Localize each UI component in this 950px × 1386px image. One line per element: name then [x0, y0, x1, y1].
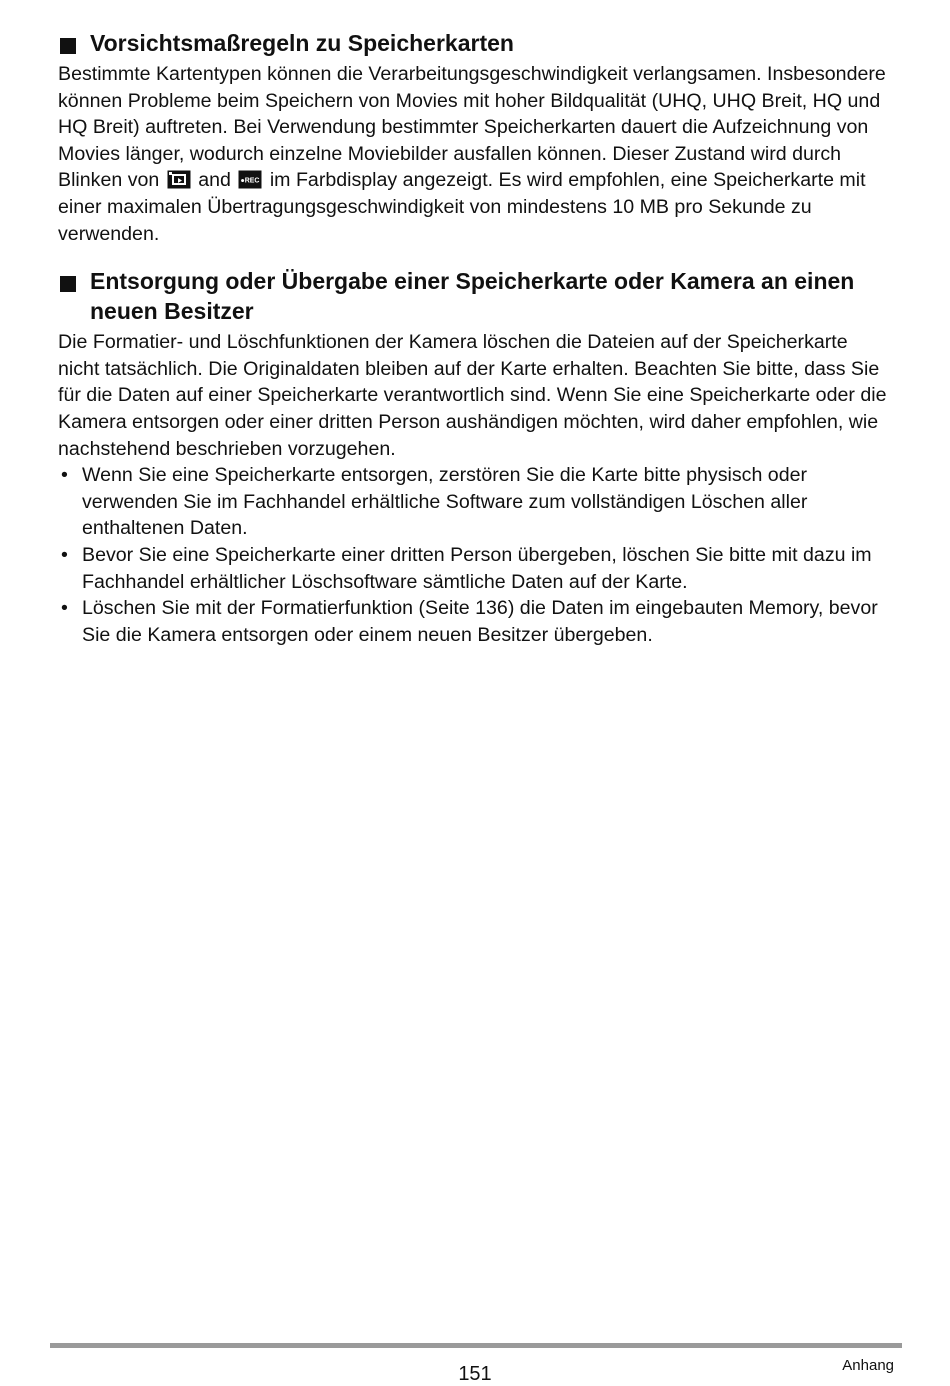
section-paragraph: [58, 61, 894, 247]
footer-divider: [50, 1343, 902, 1348]
list-item-text: Bevor Sie eine Speicherkarte einer dritten Person übergeben, löschen Sie bitte mit dazu im Fachhandel erhältlicher Löschsoftware sämtliche Daten auf der Karte.: [82, 543, 872, 593]
section-paragraph: Die Formatier- und Löschfunktionen der Kamera löschen die Dateien auf der Speicherkarte nicht tatsächlich. Die Originaldaten bleiben auf der Karte erhalten. Beachten Sie bitte, dass Sie für die Daten auf einer Speicherkarte verantwortlich sind. Wenn Sie eine Speicherkarte oder die Kamera entsorgen oder einer dritten Person aushändigen möchten, wird daher empfohlen, wie nachstehend beschrieben vorzugehen.: [58, 331, 887, 460]
rec-icon-label: ●REC: [240, 177, 260, 185]
section-heading-memory-card-precautions: [58, 28, 894, 58]
paragraph-text: Bestimmte Kartentypen können die Verarbeitungsgeschwindigkeit verlangsamen. Insbesondere können Probleme beim Speichern von Movies mit hoher Bildqualität (UHQ, UHQ Breit, HQ und HQ Breit) auftreten. Bei Verwendung bestimmter Speicherkarten dauert die Aufzeichnung von Movies länger, wodurch einzelne Moviebilder ausfallen können. Dieser Zustand wird durch Blinken von: [58, 63, 886, 192]
bullet-dot: •: [61, 543, 68, 566]
page-content: [58, 28, 894, 648]
list-item: [58, 462, 894, 542]
square-bullet-icon: [60, 276, 76, 292]
page-number: 151: [458, 1363, 492, 1385]
section-heading-text: Entsorgung oder Übergabe einer Speicherkarte oder Kamera an einen neuen Besitzer: [90, 268, 855, 325]
list-item: [58, 595, 894, 648]
bullet-dot: •: [61, 464, 68, 487]
footer-section-name: Anhang: [842, 1357, 894, 1374]
list-item-text: Löschen Sie mit der Formatierfunktion (Seite 136) die Daten im eingebauten Memory, bevor Sie die Kamera entsorgen oder einem neuen Besitzer übergeben.: [82, 597, 878, 646]
bullet-dot: •: [61, 597, 68, 620]
paragraph-text: and: [198, 169, 231, 192]
bullet-list: [58, 462, 894, 648]
list-item: [58, 542, 894, 595]
section-heading-text: Vorsichtsmaßregeln zu Speicherkarten: [90, 30, 514, 56]
paragraph-text: im Farbdisplay angezeigt. Es wird empfohlen, eine Speicherkarte mit einer maximalen Übertragungsgeschwindigkeit von mindestens 10 MB pro Sekunde zu verwenden.: [58, 169, 866, 245]
list-item-text: Wenn Sie eine Speicherkarte entsorgen, zerstören Sie die Karte bitte physisch oder verwenden Sie im Fachhandel erhältliche Software zum vollständigen Löschen aller enthaltenen Daten.: [82, 464, 808, 540]
section-heading-disposal: [58, 266, 894, 326]
square-bullet-icon: [60, 38, 76, 54]
movie-rec-icon: [238, 170, 262, 189]
memory-card-write-icon: [167, 170, 191, 189]
